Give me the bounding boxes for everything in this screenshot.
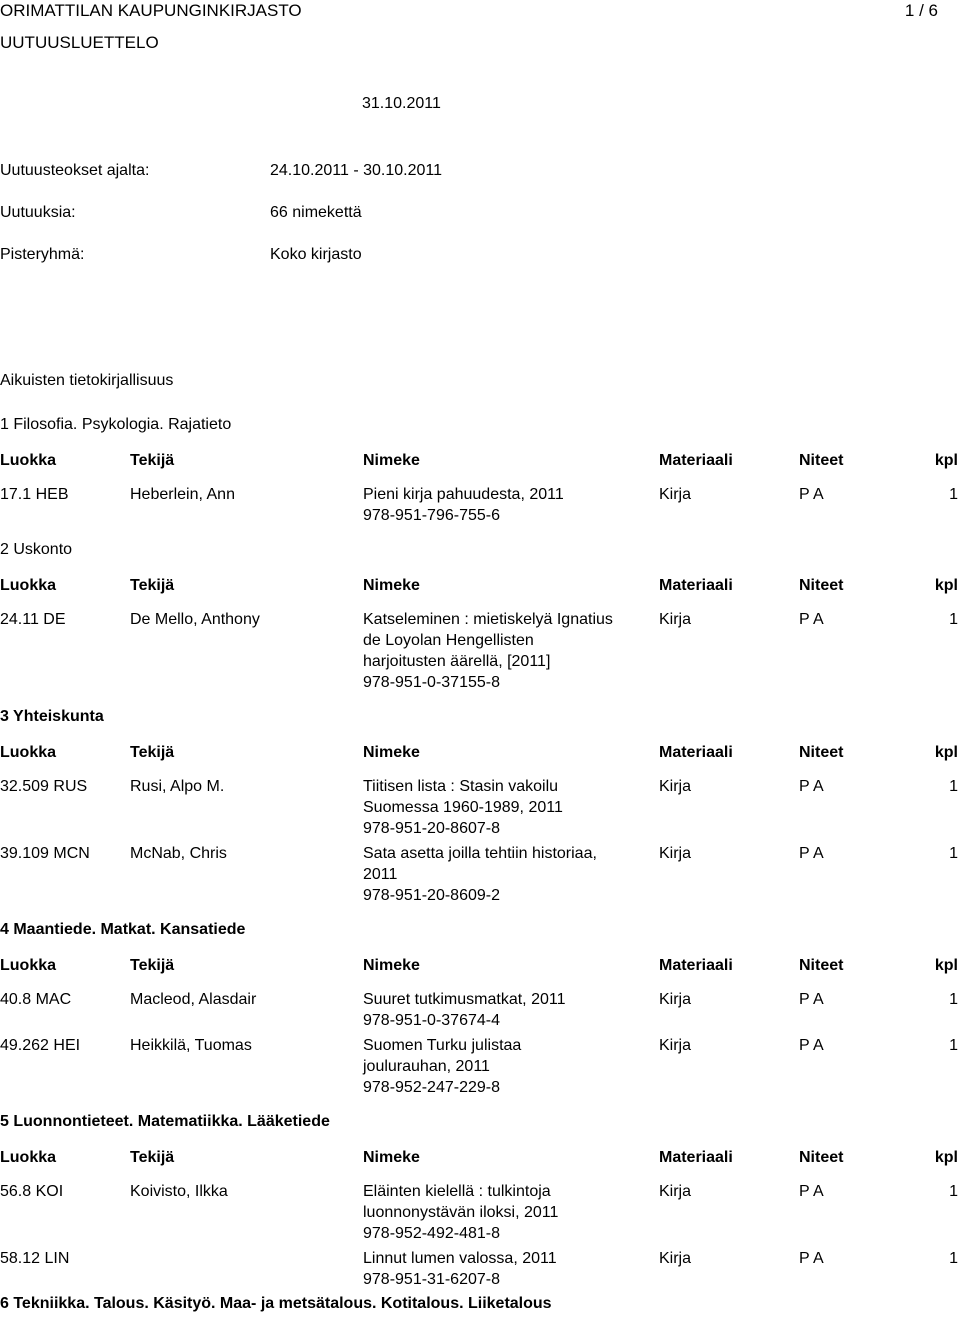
col-luokka: Luokka (0, 744, 57, 761)
cell-kpl: 1 (949, 611, 958, 628)
col-tekija: Tekijä (130, 577, 175, 594)
meta-value-group: Koko kirjasto (270, 246, 362, 263)
col-niteet: Niteet (799, 577, 844, 594)
meta-value-count: 66 nimekettä (270, 204, 362, 221)
meta-value-period: 24.10.2011 - 30.10.2011 (270, 162, 442, 179)
column-headers (0, 576, 960, 596)
section-title: 3 Yhteiskunta (0, 708, 104, 725)
cell-materiaali: Kirja (659, 991, 692, 1008)
col-tekija: Tekijä (130, 957, 175, 974)
section-title: 6 Tekniikka. Talous. Käsityö. Maa- ja metsätalous. Kotitalous. Liiketalous (0, 1295, 552, 1312)
cell-luokka: 17.1 HEB (0, 486, 69, 503)
table-row (0, 843, 960, 906)
col-luokka: Luokka (0, 452, 57, 469)
col-niteet: Niteet (799, 1149, 844, 1166)
col-kpl: kpl (934, 744, 958, 761)
cell-materiaali: Kirja (659, 845, 692, 862)
cell-isbn: 978-951-0-37674-4 (363, 1012, 500, 1029)
cell-niteet: P A (799, 991, 824, 1008)
cell-luokka: 40.8 MAC (0, 991, 72, 1008)
table-row (0, 1248, 960, 1290)
table-row (0, 609, 960, 693)
cell-niteet: P A (799, 486, 824, 503)
col-tekija: Tekijä (130, 744, 175, 761)
cell-isbn: 978-951-20-8609-2 (363, 887, 500, 904)
cell-tekija: Macleod, Alasdair (130, 991, 257, 1008)
cell-materiaali: Kirja (659, 486, 692, 503)
cell-tekija: Koivisto, Ilkka (130, 1183, 228, 1200)
col-materiaali: Materiaali (659, 957, 733, 974)
cell-nimeke: Linnut lumen valossa, 2011 (363, 1250, 557, 1267)
cell-luokka: 49.262 HEI (0, 1037, 81, 1054)
table-row (0, 776, 960, 839)
cell-kpl: 1 (949, 778, 958, 795)
section (0, 920, 960, 1098)
col-nimeke: Nimeke (363, 452, 420, 469)
cell-luokka: 58.12 LIN (0, 1250, 70, 1267)
cell-kpl: 1 (949, 991, 958, 1008)
table-row (0, 1181, 960, 1244)
col-niteet: Niteet (799, 744, 844, 761)
column-headers (0, 743, 960, 763)
col-luokka: Luokka (0, 1149, 57, 1166)
cell-niteet: P A (799, 1037, 824, 1054)
cell-kpl: 1 (949, 1250, 958, 1267)
cell-isbn: 978-951-0-37155-8 (363, 674, 500, 691)
table-row (0, 484, 960, 526)
col-kpl: kpl (934, 1149, 958, 1166)
cell-isbn: 978-952-492-481-8 (363, 1225, 500, 1242)
cell-luokka: 56.8 KOI (0, 1183, 64, 1200)
report-date: 31.10.2011 (362, 95, 441, 112)
col-materiaali: Materiaali (659, 744, 733, 761)
cell-niteet: P A (799, 778, 824, 795)
col-materiaali: Materiaali (659, 1149, 733, 1166)
col-tekija: Tekijä (130, 1149, 175, 1166)
cell-kpl: 1 (949, 845, 958, 862)
cell-tekija: McNab, Chris (130, 845, 227, 862)
meta-label-period: Uutuusteokset ajalta: (0, 162, 150, 179)
section-title: 4 Maantiede. Matkat. Kansatiede (0, 921, 246, 938)
cell-materiaali: Kirja (659, 778, 692, 795)
cell-niteet: P A (799, 1183, 824, 1200)
cell-niteet: P A (799, 1250, 824, 1267)
col-materiaali: Materiaali (659, 577, 733, 594)
col-kpl: kpl (934, 577, 958, 594)
table-row (0, 989, 960, 1031)
cell-isbn: 978-951-20-8607-8 (363, 820, 500, 837)
col-tekija: Tekijä (130, 452, 175, 469)
section (0, 707, 960, 906)
cell-nimeke: Suomen Turku julistaa joulurauhan, 2011 (363, 1037, 522, 1075)
col-luokka: Luokka (0, 577, 57, 594)
column-headers (0, 956, 960, 976)
cell-materiaali: Kirja (659, 1250, 692, 1267)
cell-nimeke: Pieni kirja pahuudesta, 2011 (363, 486, 564, 503)
cell-luokka: 24.11 DE (0, 611, 66, 628)
col-nimeke: Nimeke (363, 577, 420, 594)
cell-niteet: P A (799, 611, 824, 628)
table-row (0, 1035, 960, 1098)
cell-tekija: Rusi, Alpo M. (130, 778, 225, 795)
cell-nimeke: Sata asetta joilla tehtiin historiaa, 2011 (363, 845, 597, 883)
cell-kpl: 1 (949, 486, 958, 503)
cell-materiaali: Kirja (659, 1183, 692, 1200)
section-title: 1 Filosofia. Psykologia. Rajatieto (0, 416, 232, 433)
cell-isbn: 978-952-247-229-8 (363, 1079, 500, 1096)
section-title: 5 Luonnontieteet. Matematiikka. Lääketiede (0, 1113, 330, 1130)
page-number: 1 / 6 (904, 1, 938, 20)
cell-tekija: De Mello, Anthony (130, 611, 260, 628)
col-luokka: Luokka (0, 957, 57, 974)
cell-tekija: Heberlein, Ann (130, 486, 235, 503)
column-headers (0, 1148, 960, 1168)
col-materiaali: Materiaali (659, 452, 733, 469)
col-nimeke: Nimeke (363, 957, 420, 974)
cell-nimeke: Tiitisen lista : Stasin vakoilu Suomessa 1960-1989, 2011 (363, 778, 563, 816)
cell-nimeke: Katseleminen : mietiskelyä Ignatius de Loyolan Hengellisten harjoitusten äärellä, [2011] (363, 611, 613, 670)
section (0, 1112, 960, 1290)
cell-luokka: 32.509 RUS (0, 778, 88, 795)
col-niteet: Niteet (799, 957, 844, 974)
cell-kpl: 1 (949, 1183, 958, 1200)
col-nimeke: Nimeke (363, 744, 420, 761)
cell-kpl: 1 (949, 1037, 958, 1054)
cell-nimeke: Eläinten kielellä : tulkintoja luonnonystävän iloksi, 2011 (363, 1183, 559, 1221)
list-title: UUTUUSLUETTELO (0, 33, 159, 52)
cell-nimeke: Suuret tutkimusmatkat, 2011 (363, 991, 566, 1008)
col-nimeke: Nimeke (363, 1149, 420, 1166)
cell-isbn: 978-951-796-755-6 (363, 507, 500, 524)
cell-tekija: Heikkilä, Tuomas (130, 1037, 252, 1054)
cell-materiaali: Kirja (659, 611, 692, 628)
organization-name: ORIMATTILAN KAUPUNGINKIRJASTO (0, 1, 302, 20)
meta-label-group: Pisteryhmä: (0, 246, 85, 263)
section (0, 415, 960, 526)
catalogue-content (0, 371, 960, 1330)
column-headers (0, 451, 960, 471)
cell-isbn: 978-951-31-6207-8 (363, 1271, 500, 1288)
section (0, 540, 960, 693)
cell-luokka: 39.109 MCN (0, 845, 90, 862)
cell-niteet: P A (799, 845, 824, 862)
main-heading: Aikuisten tietokirjallisuus (0, 372, 174, 389)
section-title: 2 Uskonto (0, 541, 73, 558)
meta-label-count: Uutuuksia: (0, 204, 76, 221)
col-niteet: Niteet (799, 452, 844, 469)
col-kpl: kpl (934, 957, 958, 974)
section (0, 1294, 960, 1316)
cell-materiaali: Kirja (659, 1037, 692, 1054)
col-kpl: kpl (934, 452, 958, 469)
